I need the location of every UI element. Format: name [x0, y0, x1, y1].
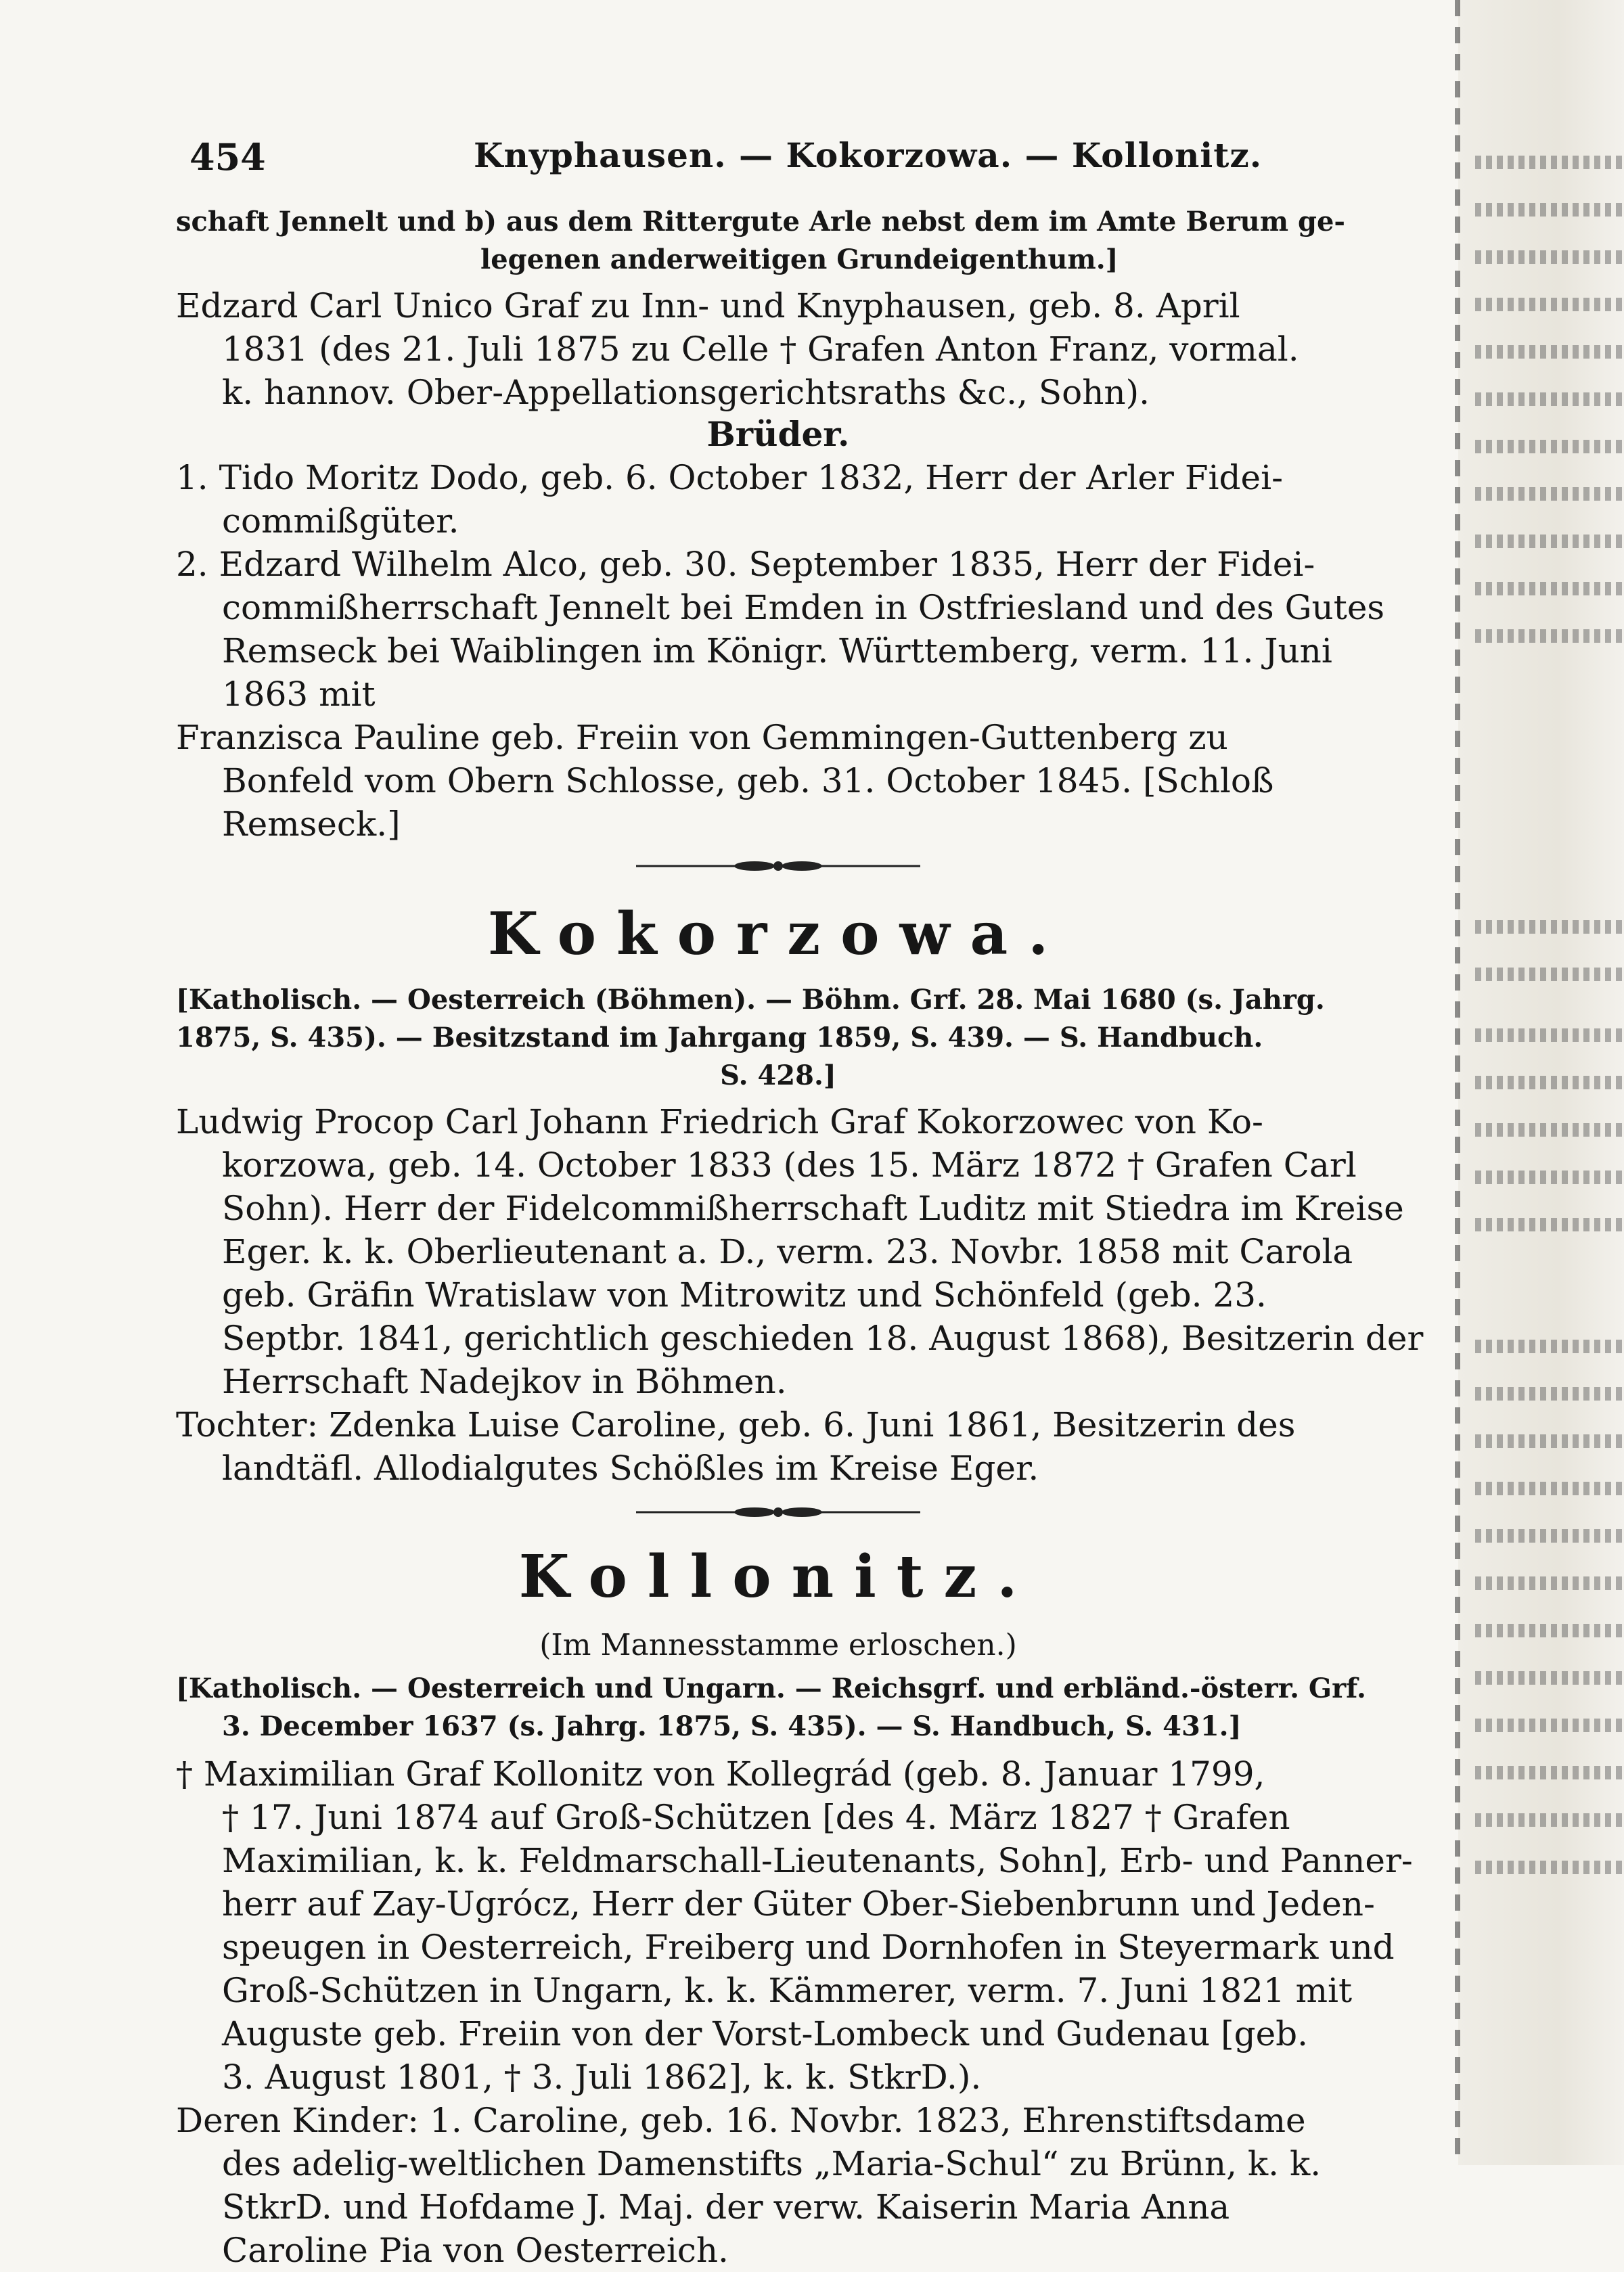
scrap-text-line [1475, 1624, 1624, 1637]
entry-line: Auguste geb. Freiin von der Vorst-Lombeck und Gudenau [geb. [222, 2014, 1309, 2053]
scrap-text-line [1475, 1218, 1624, 1231]
entry-line: speugen in Oesterreich, Freiberg und Dornhofen in Steyermark und [222, 1928, 1395, 1967]
scrap-text-line [1475, 535, 1624, 548]
scrap-text-line [1475, 1123, 1624, 1137]
entry-line: Eger. k. k. Oberlieutenant a. D., verm. 23. Novbr. 1858 mit Carola [222, 1232, 1353, 1271]
scrap-text-line [1475, 487, 1624, 501]
section-label-brothers: Brüder. [706, 414, 850, 454]
entry-line: commißgüter. [222, 501, 459, 541]
scrap-text-line [1475, 1171, 1624, 1184]
entry-line: Remseck.] [222, 804, 401, 844]
scrap-text-line [1475, 1028, 1624, 1042]
section-title-kokorzowa: Kokorzowa. [487, 900, 1069, 968]
scrap-text-line [1475, 968, 1624, 981]
entry-line: Ludwig Procop Carl Johann Friedrich Graf Kokorzowec von Ko- [176, 1102, 1263, 1141]
entry-line: Caroline Pia von Oesterreich. [222, 2231, 729, 2270]
section-note: (Im Mannesstamme erloschen.) [539, 1628, 1017, 1662]
page-header [176, 135, 1380, 196]
scrap-text-line [1475, 1076, 1624, 1089]
section-info-line: 1875, S. 435). — Besitzstand im Jahrgang 1859, S. 439. — S. Handbuch. [176, 1022, 1263, 1053]
scrap-text-line [1475, 1576, 1624, 1590]
section-info-line: S. 428.] [720, 1060, 836, 1091]
entry-line: 1. Tido Moritz Dodo, geb. 6. October 1832, Herr der Arler Fidei- [176, 458, 1283, 497]
running-head: Knyphausen. — Kokorzowa. — Kollonitz. [474, 135, 1263, 175]
entry-line: korzowa, geb. 14. October 1833 (des 15. März 1872 † Grafen Carl [222, 1145, 1357, 1185]
section-info-line: 3. December 1637 (s. Jahrg. 1875, S. 435). — S. Handbuch, S. 431.] [222, 1710, 1242, 1742]
continuation-line: legenen anderweitigen Grundeigenthum.] [480, 244, 1119, 275]
scrap-text-line [1475, 1813, 1624, 1827]
scrap-text-line [1475, 203, 1624, 217]
scrap-text-line [1475, 1529, 1624, 1543]
section-info-line: [Katholisch. — Oesterreich (Böhmen). — Böhm. Grf. 28. Mai 1680 (s. Jahrg. [176, 984, 1325, 1016]
entry-line: Sohn). Herr der Fidelcommißherrschaft Luditz mit Stiedra im Kreise [222, 1189, 1404, 1228]
entry-line: † Maximilian Graf Kollonitz von Kollegrád (geb. 8. Januar 1799, [176, 1754, 1265, 1794]
scrap-text-line [1475, 1719, 1624, 1732]
entry-line: k. hannov. Ober-Appellationsgerichtsraths &c., Sohn). [222, 373, 1150, 412]
scrap-text-line [1475, 1671, 1624, 1685]
entry-line: 3. August 1801, † 3. Juli 1862], k. k. StkrD.). [222, 2058, 982, 2097]
scrap-text-line [1475, 1766, 1624, 1779]
entry-line: Edzard Carl Unico Graf zu Inn- und Knyphausen, geb. 8. April [176, 286, 1240, 325]
scrap-text-line [1475, 1482, 1624, 1495]
entry-line: geb. Gräfin Wratislaw von Mitrowitz und Schönfeld (geb. 23. [222, 1275, 1267, 1315]
entry-line: Bonfeld vom Obern Schlosse, geb. 31. October 1845. [Schloß [222, 761, 1274, 800]
entry-line: Remseck bei Waiblingen im Königr. Württemberg, verm. 11. Juni [222, 631, 1332, 671]
scrap-text-line [1475, 1387, 1624, 1401]
entry-line: Groß-Schützen in Ungarn, k. k. Kämmerer, verm. 7. Juni 1821 mit [222, 1971, 1353, 2010]
scrap-text-line [1475, 920, 1624, 934]
entry-line: landtäfl. Allodialgutes Schößles im Kreise Eger. [222, 1449, 1039, 1488]
entry-line: Herrschaft Nadejkov in Böhmen. [222, 1362, 787, 1401]
scrap-text-line [1475, 156, 1624, 169]
entry-line: 1863 mit [222, 675, 376, 714]
page-number: 454 [189, 135, 266, 179]
entry-line: commißherrschaft Jennelt bei Emden in Ostfriesland und des Gutes [222, 588, 1385, 627]
entry-line: 2. Edzard Wilhelm Alco, geb. 30. September 1835, Herr der Fidei- [176, 545, 1315, 584]
scrap-text-line [1475, 1434, 1624, 1448]
section-info-line: [Katholisch. — Oesterreich und Ungarn. — Reichsgrf. und erbländ.-österr. Grf. [176, 1673, 1366, 1704]
entry-line: † 17. Juni 1874 auf Groß-Schützen [des 4. März 1827 † Grafen [222, 1798, 1290, 1837]
entry-line: Franzisca Pauline geb. Freiin von Gemmingen-Guttenberg zu [176, 718, 1228, 757]
entry-line: herr auf Zay-Ugrócz, Herr der Güter Ober-Siebenbrunn und Jeden- [222, 1884, 1375, 1924]
section-divider-ornament [636, 856, 920, 876]
scrap-text-line [1475, 582, 1624, 595]
entry-line: Deren Kinder: 1. Caroline, geb. 16. Novbr. 1823, Ehrenstiftsdame [176, 2101, 1306, 2140]
entry-line: des adelig-weltlichen Damenstifts „Maria-Schul“ zu Brünn, k. k. [222, 2144, 1322, 2183]
scrap-text-line [1475, 298, 1624, 311]
scrap-text-line [1475, 1861, 1624, 1874]
scrap-text-line [1475, 392, 1624, 406]
entry-line: 1831 (des 21. Juli 1875 zu Celle † Grafen Anton Franz, vormal. [222, 330, 1299, 369]
section-divider-ornament [636, 1502, 920, 1522]
entry-line: Maximilian, k. k. Feldmarschall-Lieutenants, Sohn], Erb- und Panner- [222, 1841, 1413, 1880]
scrap-text-line [1475, 345, 1624, 359]
scrap-text-line [1475, 629, 1624, 643]
scrap-text-line [1475, 1340, 1624, 1353]
page-fold-edge [1455, 0, 1460, 2165]
continuation-line: schaft Jennelt und b) aus dem Rittergute Arle nebst dem im Amte Berum ge- [176, 206, 1345, 237]
scrap-text-line [1475, 440, 1624, 453]
entry-line: StkrD. und Hofdame J. Maj. der verw. Kaiserin Maria Anna [222, 2187, 1230, 2227]
section-title-kollonitz: Kollonitz. [518, 1543, 1038, 1611]
entry-line: Septbr. 1841, gerichtlich geschieden 18. August 1868), Besitzerin der [222, 1319, 1424, 1358]
entry-line: Tochter: Zdenka Luise Caroline, geb. 6. Juni 1861, Besitzerin des [176, 1405, 1296, 1445]
